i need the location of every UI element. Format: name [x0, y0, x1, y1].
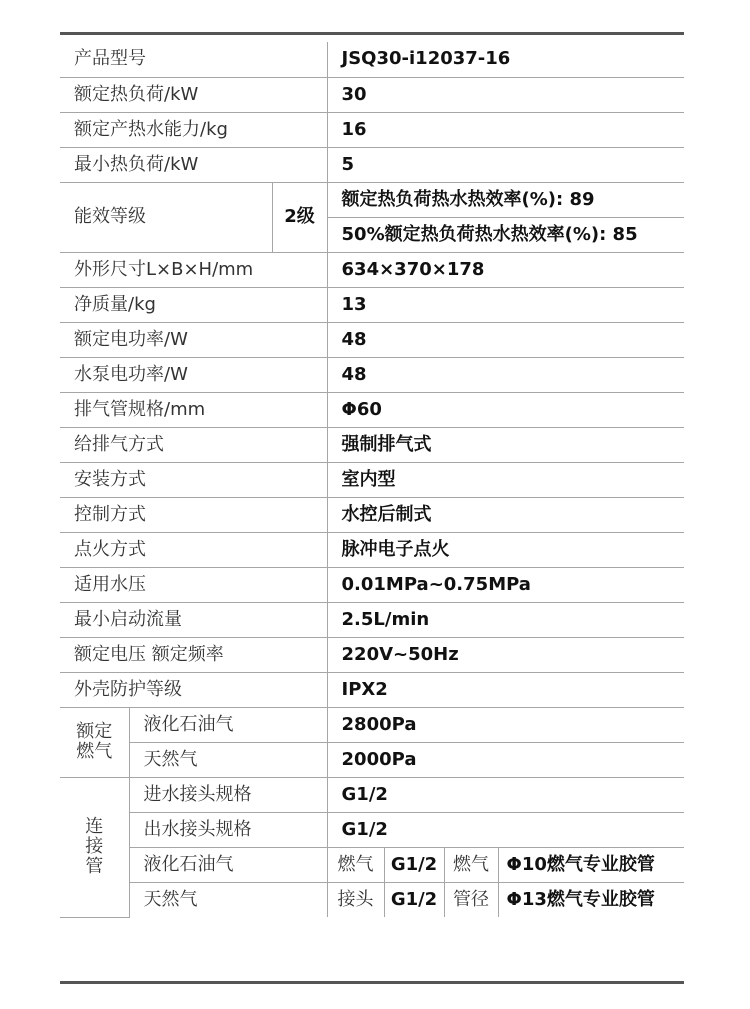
connection-label: 进水接头规格 [129, 777, 327, 812]
table-row [60, 742, 684, 777]
half-load-efficiency: 50%额定热负荷热水热效率(%): 85 [327, 217, 684, 252]
row-label: 水泵电功率/W [60, 357, 327, 392]
gas-joint-label: 接头 [327, 882, 384, 917]
connection-label: 出水接头规格 [129, 812, 327, 847]
hose-label: 管径 [444, 882, 498, 917]
row-value: 16 [327, 112, 684, 147]
connection-value: G1/2 [327, 812, 684, 847]
connection-value: G1/2 [327, 777, 684, 812]
row-value: 220V~50Hz [327, 637, 684, 672]
row-value: 30 [327, 77, 684, 112]
row-label: 外壳防护等级 [60, 672, 327, 707]
connection-label: 液化石油气 [129, 847, 327, 882]
table-row [60, 392, 684, 427]
table-row [60, 42, 684, 77]
row-label: 最小启动流量 [60, 602, 327, 637]
top-rule [60, 32, 684, 35]
gas-type-label: 天然气 [129, 742, 327, 777]
row-label: 额定电功率/W [60, 322, 327, 357]
table-row [60, 602, 684, 637]
rated-efficiency: 额定热负荷热水热效率(%): 89 [327, 182, 684, 217]
row-value: 634×370×178 [327, 252, 684, 287]
table-row [60, 252, 684, 287]
row-value: 强制排气式 [327, 427, 684, 462]
row-label: 给排气方式 [60, 427, 327, 462]
row-label: 额定电压 额定频率 [60, 637, 327, 672]
gas-pressure-value: 2800Pa [327, 707, 684, 742]
hose-spec: Φ13燃气专业胶管 [498, 882, 684, 917]
table-row [60, 77, 684, 112]
rated-gas-label [60, 707, 129, 777]
row-value: IPX2 [327, 672, 684, 707]
row-label: 额定热负荷/kW [60, 77, 327, 112]
row-label: 净质量/kg [60, 287, 327, 322]
table-row [60, 777, 684, 812]
row-value: JSQ30-i12037-16 [327, 42, 684, 77]
efficiency-label: 能效等级 [60, 182, 272, 252]
row-label: 最小热负荷/kW [60, 147, 327, 182]
table-row [60, 497, 684, 532]
table-row [60, 322, 684, 357]
gas-joint-label: 燃气 [327, 847, 384, 882]
table-row [60, 637, 684, 672]
gas-joint-size: G1/2 [384, 882, 444, 917]
row-value: 5 [327, 147, 684, 182]
row-label: 额定产热水能力/kg [60, 112, 327, 147]
bottom-rule [60, 981, 684, 984]
row-value: 48 [327, 357, 684, 392]
gas-type-label: 液化石油气 [129, 707, 327, 742]
spec-table [60, 42, 684, 918]
table-row [60, 357, 684, 392]
connection-label: 天然气 [129, 882, 327, 917]
table-row [60, 147, 684, 182]
gas-joint-size: G1/2 [384, 847, 444, 882]
row-value: 48 [327, 322, 684, 357]
table-row [60, 672, 684, 707]
row-label: 排气管规格/mm [60, 392, 327, 427]
connections-label-char: 连 [85, 816, 104, 837]
row-value: 脉冲电子点火 [327, 532, 684, 567]
table-row [60, 462, 684, 497]
row-value: 2.5L/min [327, 602, 684, 637]
table-row [60, 182, 684, 217]
connections-label-char: 接 [85, 836, 104, 857]
table-row [60, 287, 684, 322]
connections-label-char: 管 [85, 856, 104, 877]
table-row [60, 567, 684, 602]
gas-pressure-value: 2000Pa [327, 742, 684, 777]
row-label: 安装方式 [60, 462, 327, 497]
row-value: 13 [327, 287, 684, 322]
hose-label: 燃气 [444, 847, 498, 882]
row-value: Φ60 [327, 392, 684, 427]
rated-gas-label-line: 额定 [76, 721, 113, 742]
row-label: 点火方式 [60, 532, 327, 567]
efficiency-grade: 2级 [272, 182, 327, 252]
row-label: 适用水压 [60, 567, 327, 602]
row-label: 产品型号 [60, 42, 327, 77]
connections-label [60, 777, 129, 917]
hose-spec: Φ10燃气专业胶管 [498, 847, 684, 882]
table-row [60, 427, 684, 462]
row-label: 外形尺寸L×B×H/mm [60, 252, 327, 287]
rated-gas-label-line: 燃气 [76, 741, 113, 762]
table-row [60, 112, 684, 147]
table-row [60, 707, 684, 742]
row-label: 控制方式 [60, 497, 327, 532]
table-row [60, 532, 684, 567]
table-row [60, 882, 684, 917]
row-value: 水控后制式 [327, 497, 684, 532]
table-row [60, 847, 684, 882]
row-value: 0.01MPa~0.75MPa [327, 567, 684, 602]
table-row [60, 812, 684, 847]
row-value: 室内型 [327, 462, 684, 497]
